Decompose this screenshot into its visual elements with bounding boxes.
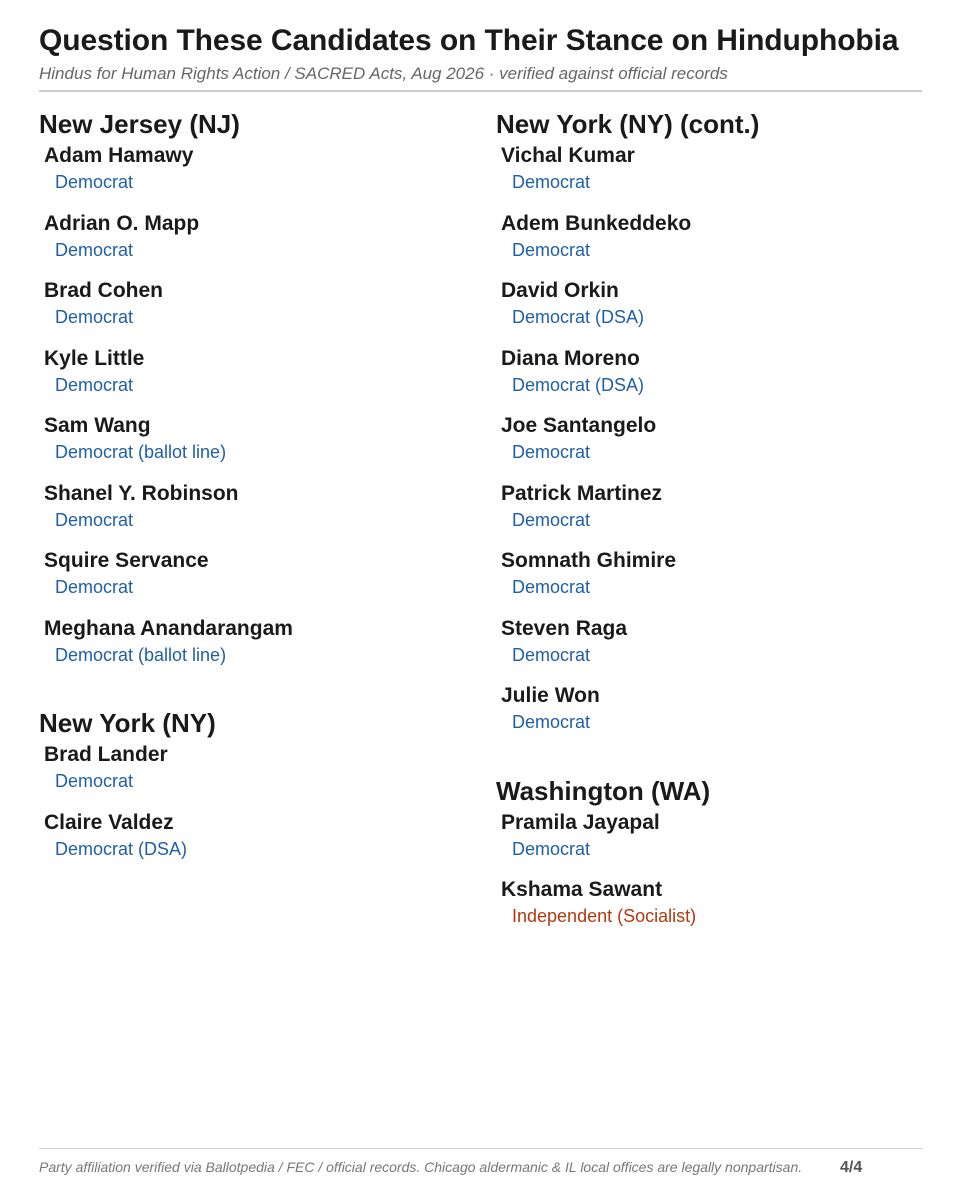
state-section-new-york-ny-cont <box>496 108 916 752</box>
candidate-party: Democrat <box>55 239 134 260</box>
candidate-entry <box>39 549 459 617</box>
state-section-washington-wa <box>496 775 916 946</box>
candidate-entry <box>39 482 459 550</box>
candidate-party: Democrat <box>55 771 134 791</box>
candidate-name: Diana Moreno <box>501 346 640 370</box>
candidate-entry <box>496 482 916 550</box>
candidate-party: Democrat <box>55 172 134 192</box>
candidate-entry <box>39 811 459 879</box>
candidate-entry <box>496 414 916 482</box>
candidate-party: Democrat (ballot line) <box>55 644 227 665</box>
candidate-name: Patrick Martinez <box>501 481 663 505</box>
page-subtitle: Hindus for Human Rights Action / SACRED Acts, Aug 2026 · verified against official records <box>39 64 728 83</box>
candidate-entry <box>496 279 916 347</box>
footer-divider <box>39 1148 922 1149</box>
candidate-name: Steven Raga <box>501 616 628 640</box>
state-heading: New York (NY) <box>39 708 216 738</box>
state-heading: Washington (WA) <box>496 775 711 806</box>
candidate-name: Adrian O. Mapp <box>44 211 200 235</box>
candidate-party: Democrat (DSA) <box>512 374 645 395</box>
candidate-name: Claire Valdez <box>44 810 174 834</box>
candidate-name: Pramila Jayapal <box>501 810 660 834</box>
candidate-entry <box>496 347 916 415</box>
state-section-new-jersey-nj <box>39 108 459 684</box>
candidate-party: Democrat <box>512 838 591 859</box>
candidate-name: Sam Wang <box>44 414 151 437</box>
state-section-new-york-ny <box>39 707 459 878</box>
state-heading: New York (NY) (cont.) <box>496 109 760 139</box>
candidate-entry <box>496 212 916 280</box>
candidate-name: Adam Hamawy <box>44 144 194 167</box>
candidate-entry <box>39 414 459 482</box>
candidate-party: Democrat <box>512 712 591 732</box>
candidate-party: Democrat <box>55 307 134 327</box>
candidate-party: Democrat (ballot line) <box>55 442 227 462</box>
footer-note: Party affiliation verified via Ballotpedia / FEC / official records. Chicago aldermanic & IL local offices are legally nonpartisan. <box>39 1159 803 1175</box>
candidate-entry <box>496 684 916 752</box>
page-number: 4/4 <box>840 1159 863 1176</box>
candidate-party: Democrat <box>55 509 134 530</box>
candidate-name: Shanel Y. Robinson <box>44 481 239 505</box>
candidate-entry <box>39 347 459 415</box>
candidate-party: Democrat <box>512 577 591 597</box>
candidate-name: Kyle Little <box>44 346 145 370</box>
candidate-party: Democrat <box>512 239 591 260</box>
candidate-party: Democrat (DSA) <box>512 307 645 327</box>
candidate-name: Vichal Kumar <box>501 144 635 167</box>
state-heading: New Jersey (NJ) <box>39 109 240 139</box>
candidate-name: Julie Won <box>501 684 600 707</box>
candidate-name: David Orkin <box>501 279 619 302</box>
candidate-entry <box>496 144 916 212</box>
candidate-party: Democrat <box>512 509 591 530</box>
left-column <box>39 108 459 901</box>
candidate-name: Adem Bunkeddeko <box>501 211 692 235</box>
candidate-party: Democrat (DSA) <box>55 838 188 859</box>
candidate-entry <box>39 617 459 685</box>
candidate-entry <box>496 549 916 617</box>
candidate-name: Brad Lander <box>44 743 168 766</box>
candidate-entry <box>496 811 916 879</box>
candidate-name: Kshama Sawant <box>501 878 663 901</box>
candidate-entry <box>496 617 916 685</box>
candidate-party: Democrat <box>512 172 591 192</box>
candidate-party: Democrat <box>512 442 591 462</box>
candidate-entry <box>39 212 459 280</box>
candidate-entry <box>39 144 459 212</box>
candidate-name: Meghana Anandarangam <box>44 616 293 640</box>
page-title: Question These Candidates on Their Stance on Hinduphobia <box>39 24 899 57</box>
right-column <box>496 108 916 969</box>
candidate-name: Joe Santangelo <box>501 414 657 437</box>
candidate-party: Democrat <box>512 644 591 665</box>
candidate-name: Brad Cohen <box>44 279 164 302</box>
candidate-party: Democrat <box>55 577 134 597</box>
candidate-entry <box>39 279 459 347</box>
candidate-entry <box>496 878 916 946</box>
candidate-name: Somnath Ghimire <box>501 549 677 572</box>
candidate-party: Independent (Socialist) <box>512 906 697 926</box>
candidate-entry <box>39 743 459 811</box>
header-divider <box>39 90 922 92</box>
candidate-party: Democrat <box>55 374 134 395</box>
candidate-name: Squire Servance <box>44 549 209 572</box>
